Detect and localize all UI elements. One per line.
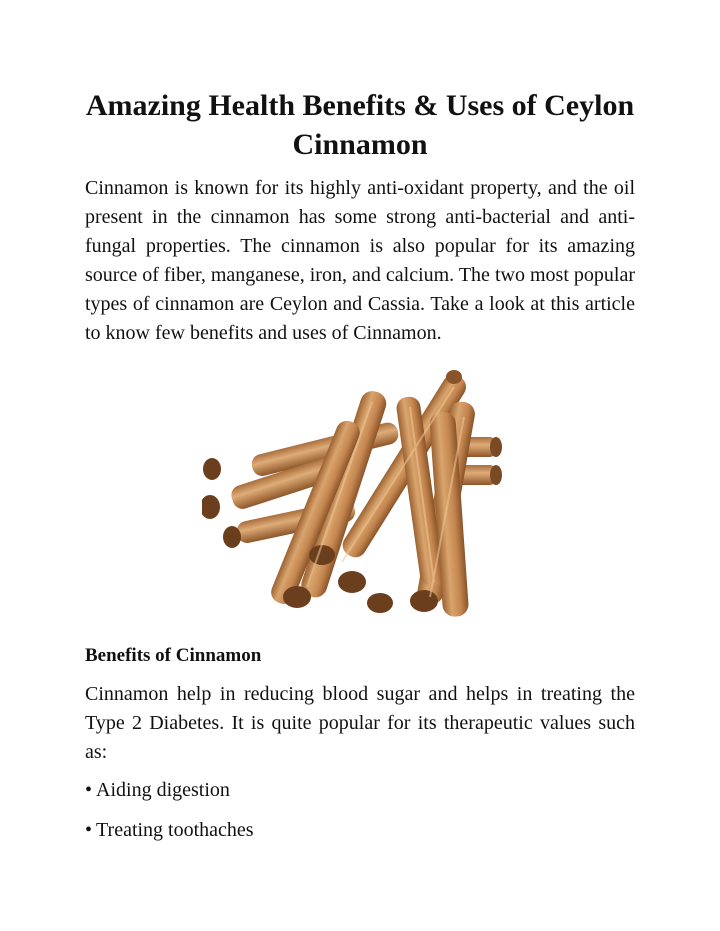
list-item	[85, 776, 635, 805]
bullet-icon: •	[85, 779, 93, 801]
list-item	[85, 816, 635, 845]
cinnamon-sticks-image	[202, 357, 516, 627]
section-paragraph: Cinnamon help in reducing blood sugar and helps in treating the Type 2 Diabetes. It is quite popular for its therapeutic values such as:	[85, 683, 635, 763]
bullet-icon: •	[85, 819, 93, 841]
section-heading: Benefits of Cinnamon	[85, 645, 262, 666]
list-item-text: Treating toothaches	[96, 819, 254, 841]
article-title: Amazing Health Benefits & Uses of Ceylon Cinnamon	[85, 89, 635, 161]
cinnamon-sticks-illustration	[202, 357, 516, 627]
vertical-sticks	[268, 370, 477, 617]
intro-paragraph: Cinnamon is known for its highly anti-oxidant property, and the oil present in the cinnamon has some strong anti-bacterial and anti-fungal properties. The cinnamon is also popular for its amazing source of fiber, manganese, iron, and calcium. The two most popular types of cinnamon are Ceylon and Cassia. Take a look at this article to know few benefits and uses of Cinnamon.	[85, 177, 635, 344]
list-item-text: Aiding digestion	[96, 779, 230, 801]
benefits-list	[85, 776, 635, 856]
